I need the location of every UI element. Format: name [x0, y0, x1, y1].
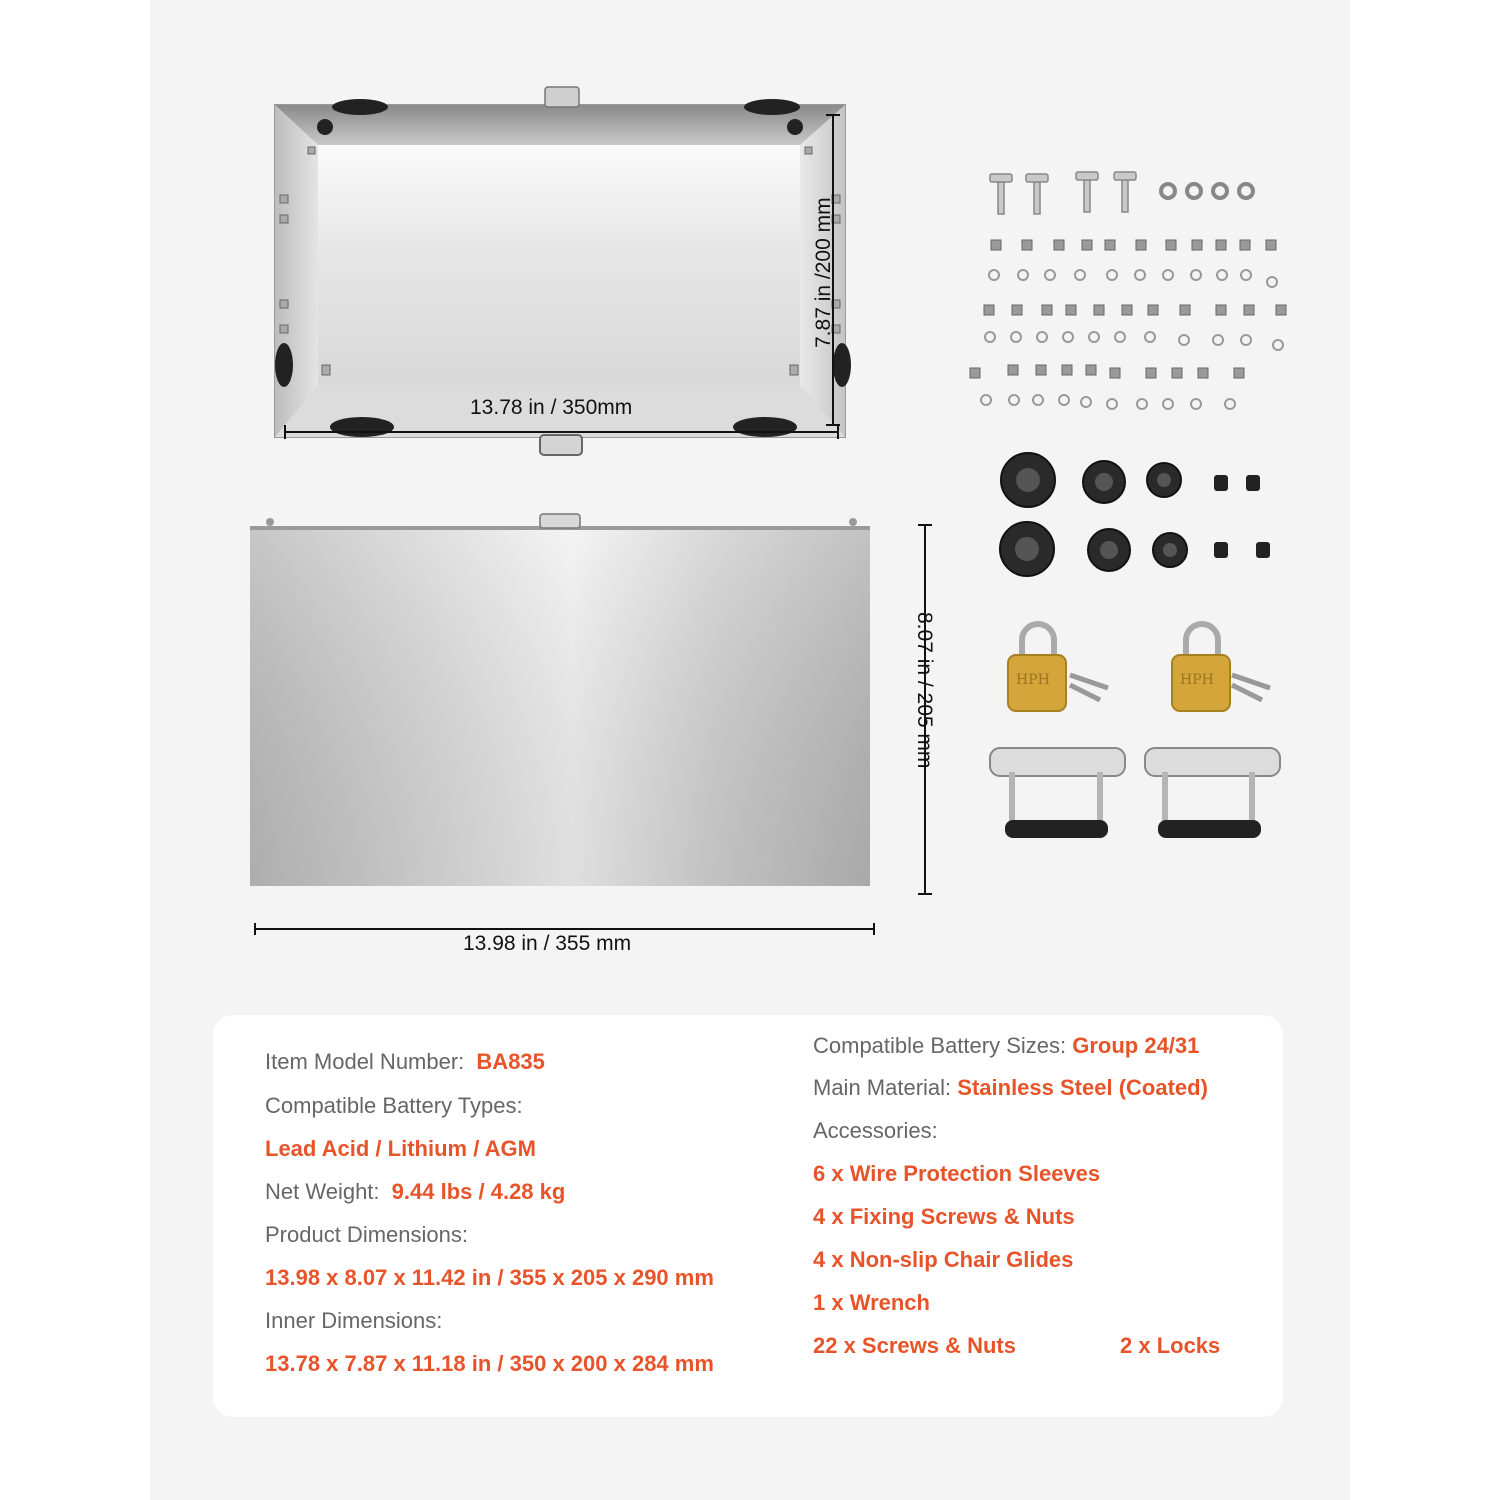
- product-dims-value: 13.98 x 8.07 x 11.42 in / 355 x 205 x 290 mm: [265, 1265, 714, 1290]
- weight-spec: [265, 1179, 565, 1205]
- material-value: Stainless Steel (Coated): [957, 1075, 1208, 1100]
- weight-label: Net Weight:: [265, 1179, 380, 1204]
- material-label: Main Material:: [813, 1075, 952, 1100]
- lock-brand-right: HPH: [1180, 672, 1214, 688]
- box-front-view: [245, 508, 885, 898]
- accessories-label: Accessories:: [813, 1118, 938, 1143]
- weight-value: 9.44 lbs / 4.28 kg: [391, 1179, 566, 1204]
- battery-sizes-label: Compatible Battery Sizes:: [813, 1033, 1067, 1058]
- lock-brand-left: HPH: [1016, 672, 1050, 688]
- accessory-locks: 2 x Locks: [1120, 1333, 1221, 1358]
- battery-sizes-value: Group 24/31: [1072, 1033, 1200, 1058]
- outer-height-label: 8.07 in / 205 mm: [913, 612, 936, 769]
- battery-types-label: Compatible Battery Types:: [265, 1093, 523, 1118]
- battery-sizes-spec: [813, 1033, 1199, 1059]
- model-label: Item Model Number:: [265, 1049, 465, 1074]
- accessory-item: 4 x Non-slip Chair Glides: [813, 1247, 1074, 1272]
- product-dims-label: Product Dimensions:: [265, 1222, 468, 1247]
- accessory-item: 6 x Wire Protection Sleeves: [813, 1161, 1101, 1186]
- accessories-illustration: [960, 160, 1300, 850]
- accessory-item: 1 x Wrench: [813, 1290, 930, 1315]
- outer-width-label: 13.98 in / 355 mm: [463, 932, 632, 955]
- inner-dims-label: Inner Dimensions:: [265, 1308, 443, 1333]
- inner-width-label: 13.78 in / 350mm: [470, 396, 633, 419]
- model-value: BA835: [476, 1049, 545, 1074]
- model-spec: [265, 1049, 545, 1075]
- material-spec: [813, 1075, 1208, 1101]
- inner-depth-label: 7.87 in /200 mm: [812, 197, 835, 348]
- inner-dims-value: 13.78 x 7.87 x 11.18 in / 350 x 200 x 284 mm: [265, 1351, 714, 1376]
- accessory-item: 4 x Fixing Screws & Nuts: [813, 1204, 1075, 1229]
- battery-types-value: Lead Acid / Lithium / AGM: [265, 1136, 536, 1161]
- accessory-item: 22 x Screws & Nuts: [813, 1333, 1016, 1358]
